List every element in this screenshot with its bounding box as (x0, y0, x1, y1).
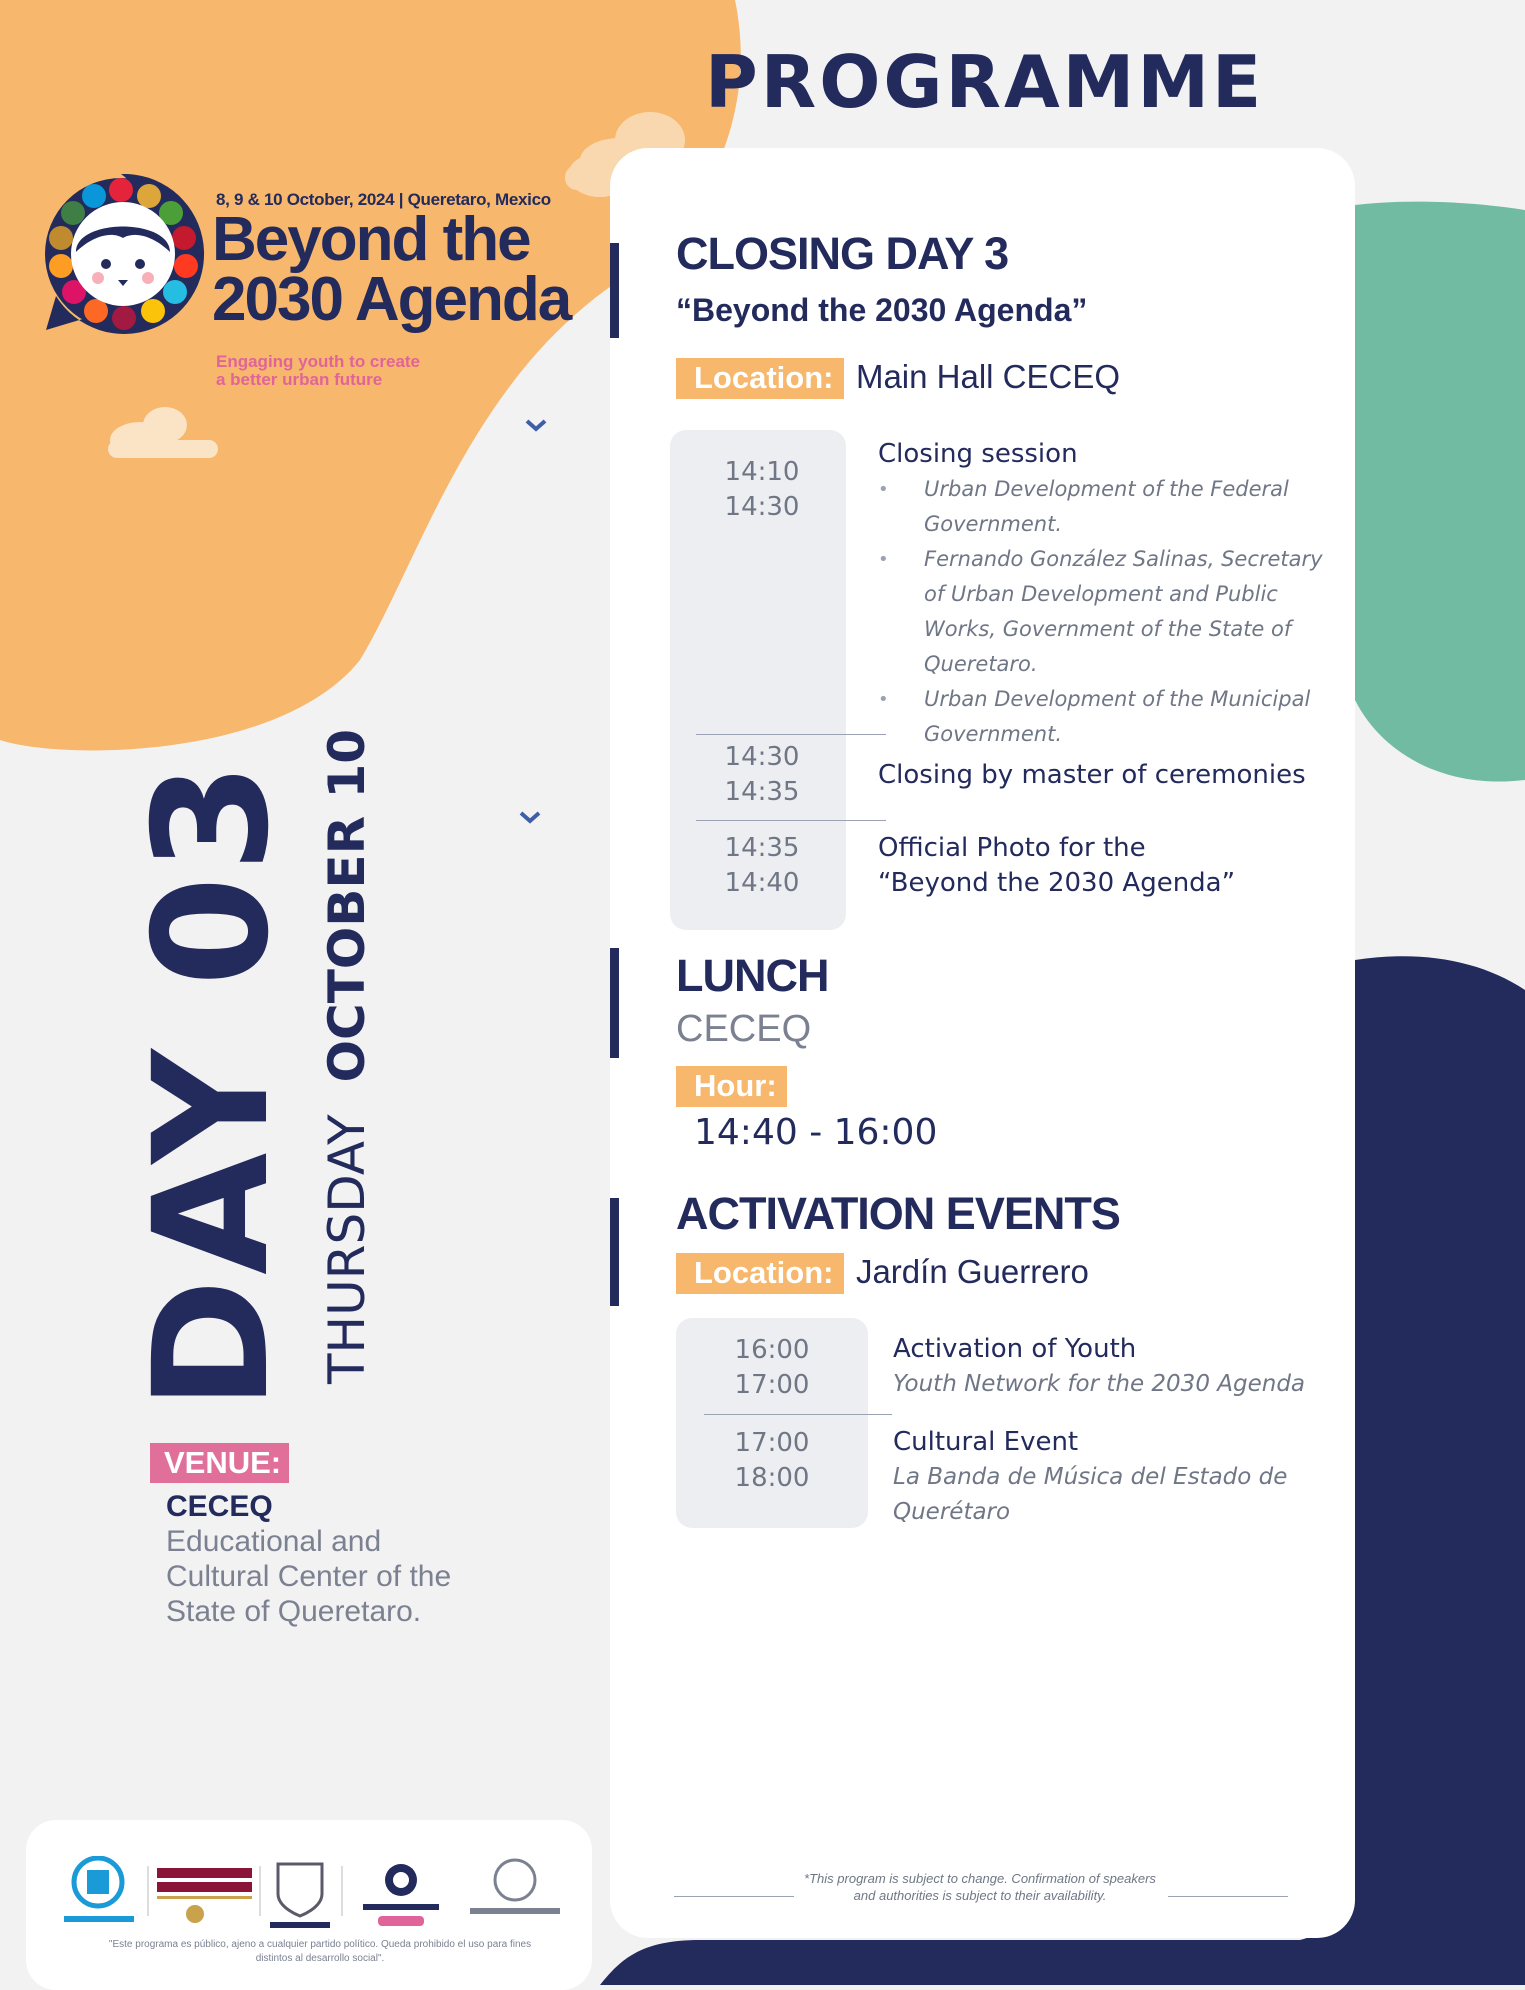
hour-tag: Hour: (676, 1066, 787, 1107)
relaciones-exteriores-logo-icon (157, 1868, 252, 1923)
location-value: Jardín Guerrero (855, 1253, 1089, 1290)
lunch-title: LUNCH (676, 950, 829, 1001)
time-start: 17:00 (734, 1428, 810, 1458)
venue-name: CECEQ (166, 1490, 273, 1523)
bullet-item: • Urban Development of the Federal Government. (878, 472, 1348, 542)
time-range (680, 455, 844, 525)
closing-location (676, 358, 1120, 396)
item-detail: Youth Network for the 2030 Agenda (893, 1371, 1306, 1397)
agenda-item (893, 1332, 1313, 1402)
day-date (318, 729, 376, 1384)
activation-title: ACTIVATION EVENTS (676, 1188, 1120, 1239)
item-title: Activation of Youth (893, 1334, 1137, 1364)
time-range (680, 831, 844, 901)
separator (696, 734, 886, 735)
section-bar (610, 1198, 619, 1306)
lunch-place: CECEQ (676, 1008, 812, 1050)
tagline-line2: a better urban future (216, 370, 383, 389)
venue-description: Educational and Cultural Center of the State of Queretaro. (166, 1525, 452, 1628)
section-bar (610, 948, 619, 1058)
event-name (212, 205, 571, 334)
activation-location (676, 1253, 1089, 1291)
event-tagline (216, 353, 420, 389)
chevron-down-icon (518, 810, 542, 824)
time-range (680, 1426, 864, 1496)
weekday: THURSDAY (318, 1114, 376, 1384)
queretaro-estado-logo-icon (363, 1864, 439, 1926)
time-range (680, 740, 844, 810)
item-title-line2: “Beyond the 2030 Agenda” (878, 868, 1236, 898)
event-name-line1: Beyond the (212, 205, 530, 274)
bullet-item: • Fernando González Salinas, Secretary of Urban Development and Public Works, Government of the State of Queretaro. (878, 542, 1348, 682)
footer-line (674, 1896, 794, 1897)
item-title (878, 831, 1235, 901)
lunch-hour-tag-wrap (676, 1068, 787, 1104)
item-title-line1: Official Photo for the (878, 833, 1146, 863)
closing-title: CLOSING DAY 3 (676, 228, 1009, 279)
time-end: 14:40 (724, 868, 800, 898)
closing-subtitle: “Beyond the 2030 Agenda” (676, 292, 1088, 328)
tagline-line1: Engaging youth to create (216, 352, 421, 371)
event-date: 8, 9 & 10 October, 2024 | Queretaro, Mexico (216, 190, 551, 209)
queretaro-municipio-logo-icon (470, 1860, 560, 1914)
un-habitat-logo-icon (64, 1858, 134, 1922)
date: OCTOBER 10 (318, 728, 376, 1083)
queretaro-shield-icon (270, 1864, 330, 1928)
separator (696, 820, 886, 821)
public-program-note: "Este programa es público, ajeno a cualquier partido político. Queda prohibido el uso para fines distintos al desarrollo social". (108, 1939, 532, 1964)
item-detail: La Banda de Música del Estado de Querétaro (893, 1464, 1288, 1525)
time-start: 14:10 (724, 457, 800, 487)
item-title: Closing session (878, 439, 1078, 469)
time-end: 14:35 (724, 777, 800, 807)
day-label: DAY 03 (120, 758, 304, 1410)
chevron-down-icon (524, 418, 548, 432)
event-logo-icon (36, 168, 206, 338)
time-range (680, 1333, 864, 1403)
event-name-line2: 2030 Agenda (212, 265, 571, 334)
location-tag: Location: (676, 1253, 844, 1294)
item-title: Closing by master of ceremonies (878, 760, 1306, 790)
time-end: 14:30 (724, 492, 800, 522)
bullet-item: • Urban Development of the Municipal Government. (878, 682, 1348, 752)
time-start: 16:00 (734, 1335, 810, 1365)
time-end: 18:00 (734, 1463, 810, 1493)
page-title: PROGRAMME (705, 40, 1265, 124)
footer-line (1168, 1896, 1288, 1897)
separator (704, 1414, 892, 1415)
time-start: 14:30 (724, 742, 800, 772)
time-end: 17:00 (734, 1370, 810, 1400)
sponsor-logos (60, 1856, 580, 1936)
location-value: Main Hall CECEQ (855, 358, 1121, 395)
lunch-hour: 14:40 - 16:00 (694, 1112, 938, 1153)
item-title: Cultural Event (893, 1427, 1079, 1457)
agenda-item (893, 1425, 1313, 1530)
location-tag: Location: (676, 358, 844, 399)
venue-tag: VENUE: (150, 1443, 289, 1483)
section-bar (610, 243, 619, 338)
time-start: 14:35 (724, 833, 800, 863)
agenda-item (878, 437, 1348, 752)
programme-disclaimer: *This program is subject to change. Confirmation of speakers and authorities is subject to their availability. (804, 1871, 1156, 1903)
